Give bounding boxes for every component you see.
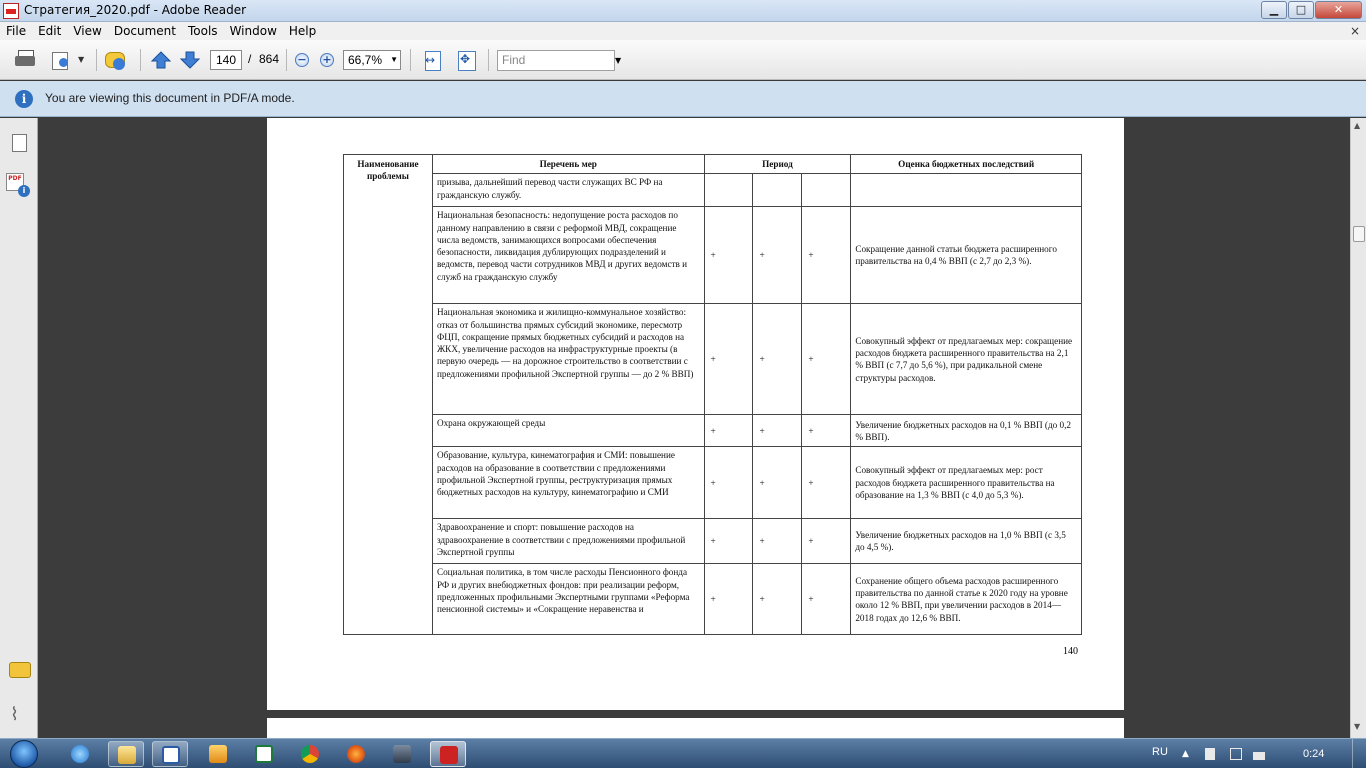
comment-review-icon[interactable] <box>105 50 127 70</box>
scroll-up-icon[interactable]: ▲ <box>1354 121 1361 130</box>
start-button[interactable] <box>4 739 44 768</box>
page-separator: / <box>248 52 252 66</box>
budget-measures-table <box>343 154 1082 635</box>
measures-cell: Здравоохранение и спорт: повышение расходов на здравоохранение в соответствии с предложениями профильной Экспертной группы <box>432 519 704 564</box>
pages-icon[interactable] <box>12 134 27 152</box>
period-cell: + <box>753 519 802 564</box>
info-icon: i <box>15 90 33 108</box>
find-input[interactable]: Find <box>497 50 615 71</box>
find-dropdown-icon[interactable]: ▼ <box>615 56 622 65</box>
menu-document[interactable]: Document <box>113 24 176 38</box>
windows-logo-icon <box>10 740 38 768</box>
fit-page-icon[interactable] <box>456 50 478 70</box>
period-cell: + <box>802 304 851 415</box>
show-desktop-button[interactable] <box>1352 739 1366 768</box>
table-row <box>344 415 1082 447</box>
period-cell: + <box>802 207 851 304</box>
period-cell: + <box>753 447 802 519</box>
minimize-button[interactable]: ▁ <box>1261 1 1287 19</box>
menu-help[interactable]: Help <box>288 24 317 38</box>
budget-effect-cell: Увеличение бюджетных расходов на 0,1 % ВВП (до 0,2 % ВВП). <box>851 415 1082 447</box>
excel-icon[interactable] <box>246 741 282 767</box>
budget-effect-cell <box>851 174 1082 207</box>
menu-tools[interactable]: Tools <box>188 24 218 38</box>
toolbar-separator <box>286 49 287 71</box>
zoom-out-icon[interactable]: − <box>295 53 309 67</box>
measures-cell: Социальная политика, в том числе расходы Пенсионного фонда РФ и других внебюджетных фондов: при реализации реформ, предложенных профильными Экспертными группами «Реформа пенсионной системы» и «Сокращение неравенства и <box>432 564 704 635</box>
taskbar <box>0 738 1366 768</box>
period-cell <box>802 174 851 207</box>
navigation-panel <box>0 118 38 738</box>
budget-effect-cell: Увеличение бюджетных расходов на 1,0 % ВВП (с 3,5 до 4,5 %). <box>851 519 1082 564</box>
toolbar <box>0 40 1366 80</box>
period-cell <box>704 174 753 207</box>
budget-effect-cell: Сохранение общего объема расходов расширенного правительства по данной статье к 2020 году на уровне около 12 % ВВП, при увеличении расходов в 2014—2018 годах до 12,6 % ВВП. <box>851 564 1082 635</box>
toolbar-separator <box>410 49 411 71</box>
toolbar-separator <box>96 49 97 71</box>
header-measures: Перечень мер <box>432 155 704 174</box>
chevron-down-icon: ▼ <box>390 55 398 64</box>
scroll-down-icon[interactable]: ▼ <box>1354 722 1361 731</box>
period-cell: + <box>802 564 851 635</box>
pdf-next-page <box>267 718 1124 738</box>
close-button[interactable]: ✕ <box>1315 1 1362 19</box>
scroll-thumb[interactable] <box>1353 226 1365 242</box>
table-row <box>344 207 1082 304</box>
show-hidden-icons-icon[interactable]: ▲ <box>1182 749 1189 759</box>
measures-cell: Национальная экономика и жилищно-коммунальное хозяйство: отказ от большинства прямых субсидий экономике, пересмотр ФЦП, сокращение прямых бюджетных субсидий и расходов на ЖКХ, увеличение расходов на инфраструктурные проекты (в первую очередь — на дорожное строительство в соответствии с предложениями профильной Экспертной группы — до 2 % ВВП) <box>432 304 704 415</box>
adobe-reader-icon[interactable] <box>430 741 466 767</box>
page-total: 864 <box>259 52 280 66</box>
period-cell <box>753 174 802 207</box>
budget-effect-cell: Совокупный эффект от предлагаемых мер: сокращение расходов бюджета расширенного правительства на 2,1 % ВВП (с 7,7 до 5,6 %), при радикальной смене структуры расходов. <box>851 304 1082 415</box>
header-problem: Наименование проблемы <box>344 155 433 635</box>
menu-file[interactable]: File <box>6 24 27 38</box>
pdfa-message: You are viewing this document in PDF/A mode. <box>45 91 295 105</box>
table-row <box>344 519 1082 564</box>
table-row <box>344 564 1082 635</box>
pdfa-info-bar <box>0 81 1366 117</box>
fit-width-icon[interactable] <box>422 50 444 70</box>
budget-effect-cell: Совокупный эффект от предлагаемых мер: рост расходов бюджета расширенного правительства на образование на 1,3 % ВВП (с 4,0 до 5,3 %). <box>851 447 1082 519</box>
print-icon[interactable] <box>15 50 37 70</box>
table-header-row <box>344 155 1082 174</box>
zoom-select[interactable] <box>343 50 401 70</box>
period-cell: + <box>802 447 851 519</box>
window-title: Стратегия_2020.pdf - Adobe Reader <box>24 3 247 17</box>
header-period: Период <box>704 155 851 174</box>
budget-effect-cell: Сокращение данной статьи бюджета расширенного правительства на 0,4 % ВВП (с 2,7 до 2,3 %). <box>851 207 1082 304</box>
action-center-flag-icon[interactable] <box>1205 748 1215 760</box>
period-cell: + <box>704 415 753 447</box>
chrome-icon[interactable] <box>292 741 328 767</box>
measures-cell: Охрана окружающей среды <box>432 415 704 447</box>
period-cell: + <box>704 519 753 564</box>
measures-cell: призыва, дальнейший перевод части служащих ВС РФ на гражданскую службу. <box>432 174 704 207</box>
period-cell: + <box>753 415 802 447</box>
document-view[interactable] <box>39 118 1350 738</box>
pdfa-standards-icon[interactable]: PDF i <box>6 173 30 199</box>
comments-icon[interactable] <box>9 662 31 678</box>
adobe-pdf-icon <box>3 3 19 19</box>
menu-bar <box>0 22 1366 40</box>
word-icon[interactable] <box>152 741 188 767</box>
menu-view[interactable]: View <box>73 24 102 38</box>
next-page-icon[interactable] <box>180 51 200 69</box>
table-row <box>344 447 1082 519</box>
period-cell: + <box>704 564 753 635</box>
share-icon[interactable] <box>50 50 72 70</box>
page-number-label: 140 <box>1063 646 1078 657</box>
language-indicator[interactable]: RU <box>1152 746 1168 758</box>
period-cell: + <box>753 207 802 304</box>
attachment-icon[interactable]: ⌇ <box>10 704 19 725</box>
ie-icon[interactable] <box>62 741 98 767</box>
zoom-in-icon[interactable]: + <box>320 53 334 67</box>
toolbar-separator <box>140 49 141 71</box>
period-cell: + <box>802 415 851 447</box>
period-cell: + <box>802 519 851 564</box>
measures-cell: Образование, культура, кинематография и СМИ: повышение расходов на образование в соответствии с предложениями профильной Экспертной группы, реструктуризация прямых бюджетных расходов на культуру, кинематографию и СМИ <box>432 447 704 519</box>
app-icon[interactable] <box>384 741 420 767</box>
header-budget: Оценка бюджетных последствий <box>851 155 1082 174</box>
menu-edit[interactable]: Edit <box>38 24 62 38</box>
network-icon[interactable] <box>1230 748 1242 760</box>
signal-icon[interactable] <box>1253 752 1265 760</box>
period-cell: + <box>753 304 802 415</box>
media-player-icon[interactable] <box>200 741 236 767</box>
explorer-icon[interactable] <box>108 741 144 767</box>
share-dropdown-icon[interactable]: ▼ <box>78 55 85 64</box>
page-number-input[interactable]: 140 <box>210 50 242 70</box>
period-cell: + <box>704 207 753 304</box>
table-row <box>344 174 1082 207</box>
measures-cell: Национальная безопасность: недопущение роста расходов по данному направлению в связи с реформой МВД, сокращение числа ведомств, занимающихся вопросами обеспечения безопасности, ликвидация дублирующих подразделений и ведомств, перевод части сотрудников МВД и других ведомств и служб на гражданскую службу <box>432 207 704 304</box>
zoom-value: 66,7% <box>348 53 383 67</box>
period-cell: + <box>704 447 753 519</box>
toolbar-separator <box>488 49 489 71</box>
close-document-button[interactable]: × <box>1349 24 1360 38</box>
menu-window[interactable]: Window <box>229 24 277 38</box>
table-row <box>344 304 1082 415</box>
title-bar <box>0 0 1366 22</box>
period-cell: + <box>704 304 753 415</box>
clock[interactable]: 0:24 <box>1303 748 1325 760</box>
pdf-page <box>267 118 1124 710</box>
firefox-icon[interactable] <box>338 741 374 767</box>
period-cell: + <box>753 564 802 635</box>
maximize-button[interactable]: □ <box>1288 1 1314 19</box>
vertical-scrollbar[interactable] <box>1350 118 1366 738</box>
previous-page-icon[interactable] <box>151 51 171 69</box>
